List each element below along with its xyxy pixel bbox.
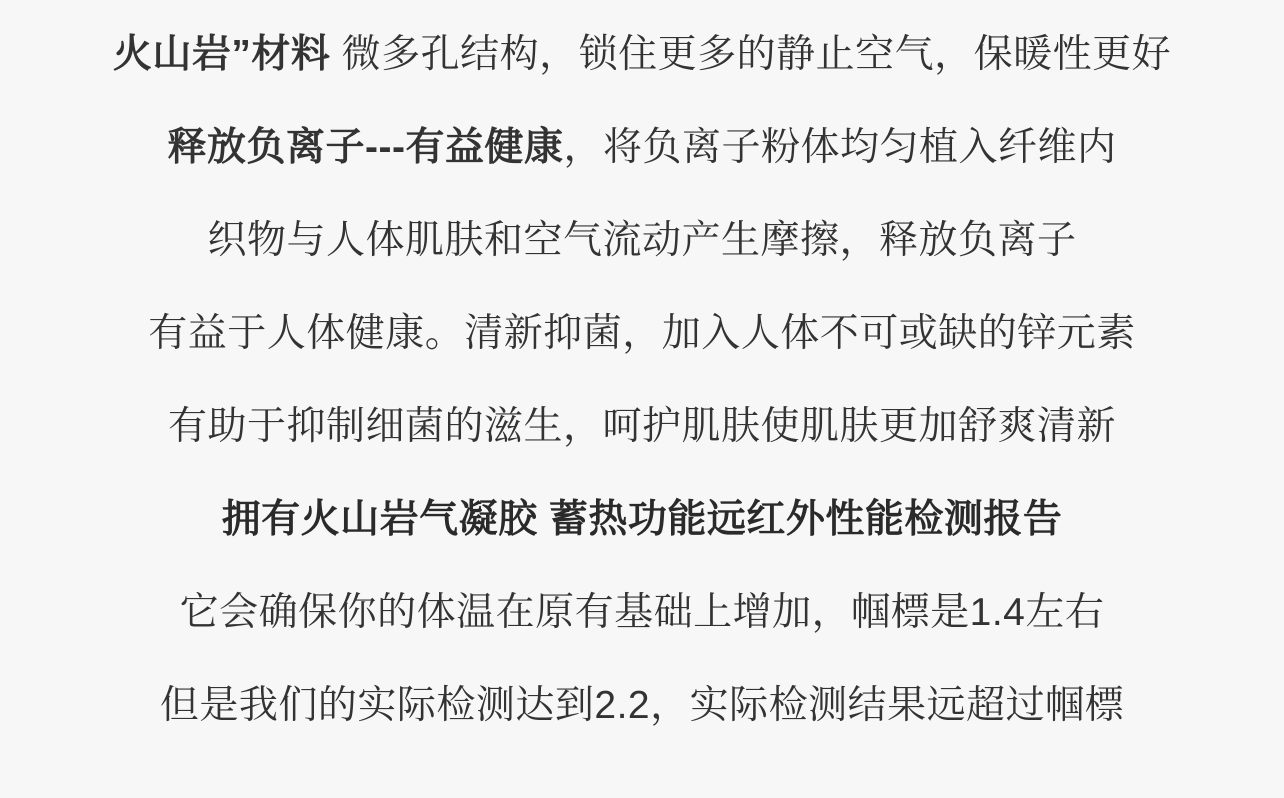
text-line-1 (30, 8, 1254, 101)
text-line-4: 有益于人体健康。清新抑菌，加入人体不可或缺的锌元素 (148, 312, 1136, 355)
text-line-8: 但是我们的实际检测达到2.2，实际检测结果远超过帼標 (159, 684, 1125, 727)
text-line-1-bold-segment: 火山岩”材料 (112, 33, 331, 76)
text-line-3: 织物与人体肌肤和空气流动产生摩擦，释放负离子 (207, 219, 1077, 262)
text-line-2 (30, 101, 1254, 194)
text-line-2-bold-segment: 释放负离子---有益健康 (167, 126, 564, 169)
text-line-1-rest: 微多孔结构，锁住更多的静止空气，保暖性更好 (330, 33, 1172, 76)
text-line-7: 它会确保你的体温在原有基础上增加，帼標是1.4左右 (179, 591, 1105, 634)
text-line-6: 拥有火山岩气凝胶 蓄热功能远红外性能检测报告 (221, 498, 1063, 541)
text-line-2-rest: ，将负离子粉体均匀植入纤维内 (563, 126, 1117, 169)
text-line-5: 有助于抑制细菌的滋生，呵护肌肤使肌肤更加舒爽清新 (167, 405, 1116, 448)
